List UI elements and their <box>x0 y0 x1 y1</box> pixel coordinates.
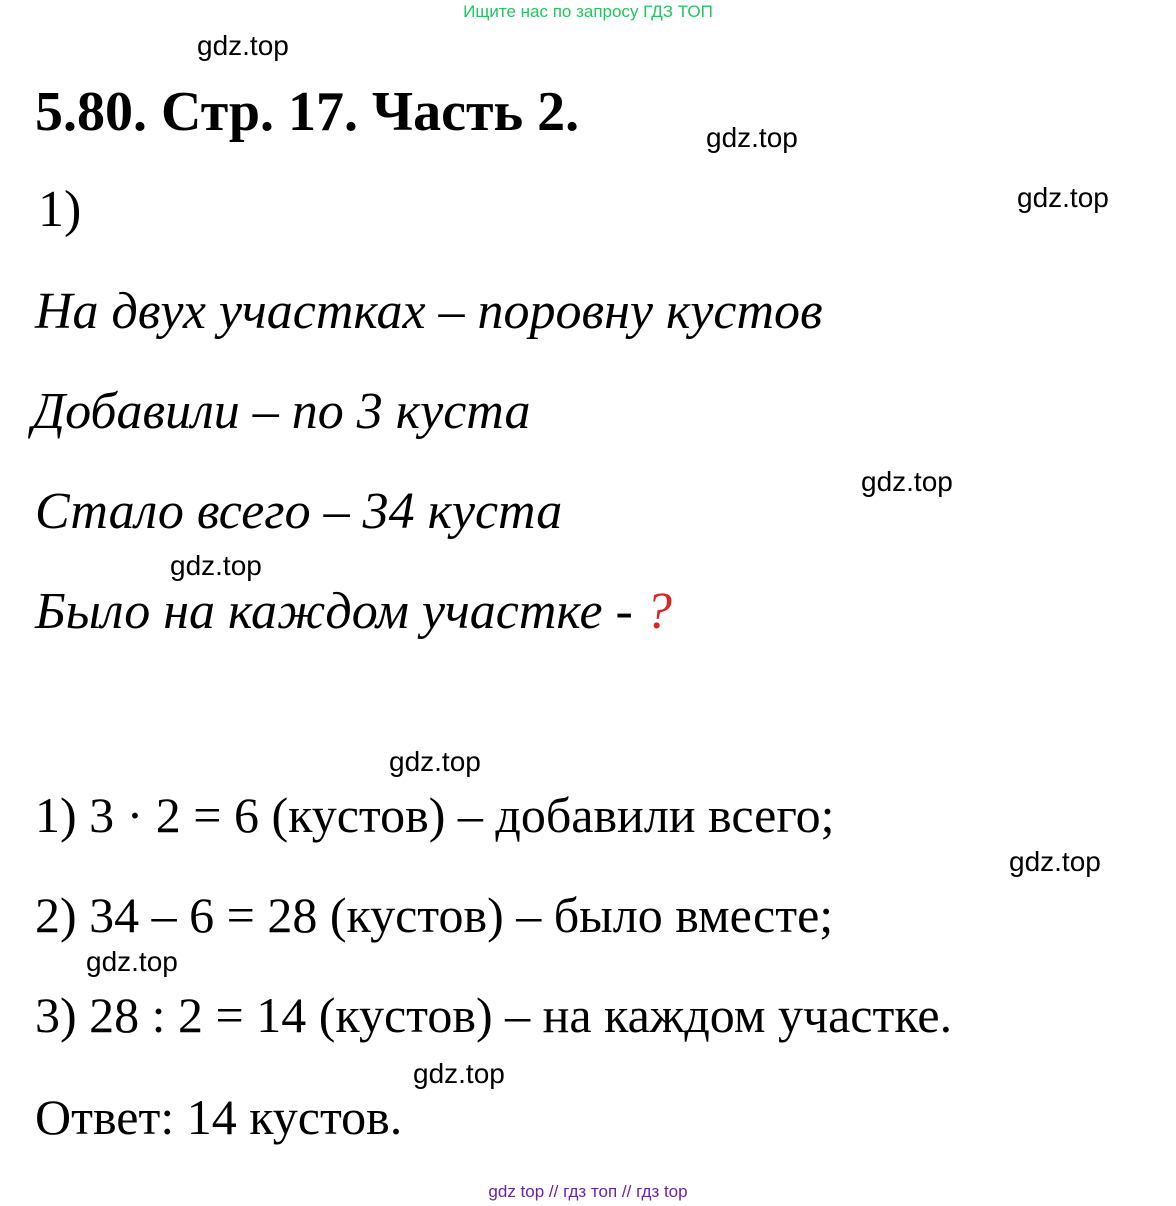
watermark-3: gdz.top <box>1017 182 1109 213</box>
solution-step-3: 3) 28 : 2 = 14 (кустов) – на каждом участке. <box>35 987 953 1043</box>
watermark-7: gdz.top <box>1009 846 1101 877</box>
question-mark: ? <box>645 583 672 640</box>
watermark-8: gdz.top <box>86 946 178 977</box>
footer-links: gdz top // гдз топ // гдз top <box>488 1182 688 1201</box>
condition-line-4 <box>35 582 672 641</box>
watermark-2: gdz.top <box>706 122 798 153</box>
solution-step-2: 2) 34 – 6 = 28 (кустов) – было вместе; <box>35 887 834 943</box>
condition-line-1: На двух участках – поровну кустов <box>35 283 823 340</box>
condition-line-3: Стало всего – 34 куста <box>35 483 563 540</box>
answer-line: Ответ: 14 кустов. <box>35 1089 403 1145</box>
solution-step-1: 1) 3 · 2 = 6 (кустов) – добавили всего; <box>35 787 835 843</box>
watermark-5: gdz.top <box>170 550 262 581</box>
top-banner: Ищите нас по запросу ГДЗ ТОП <box>463 2 713 21</box>
watermark-1: gdz.top <box>197 30 289 61</box>
watermark-6: gdz.top <box>389 746 481 777</box>
watermark-9: gdz.top <box>413 1058 505 1089</box>
condition-line-4-text: Было на каждом участке - <box>35 583 646 640</box>
watermark-4: gdz.top <box>861 466 953 497</box>
part-label: 1) <box>38 181 82 238</box>
page-title: 5.80. Стр. 17. Часть 2. <box>35 81 580 143</box>
condition-line-2: Добавили – по 3 куста <box>32 383 531 440</box>
